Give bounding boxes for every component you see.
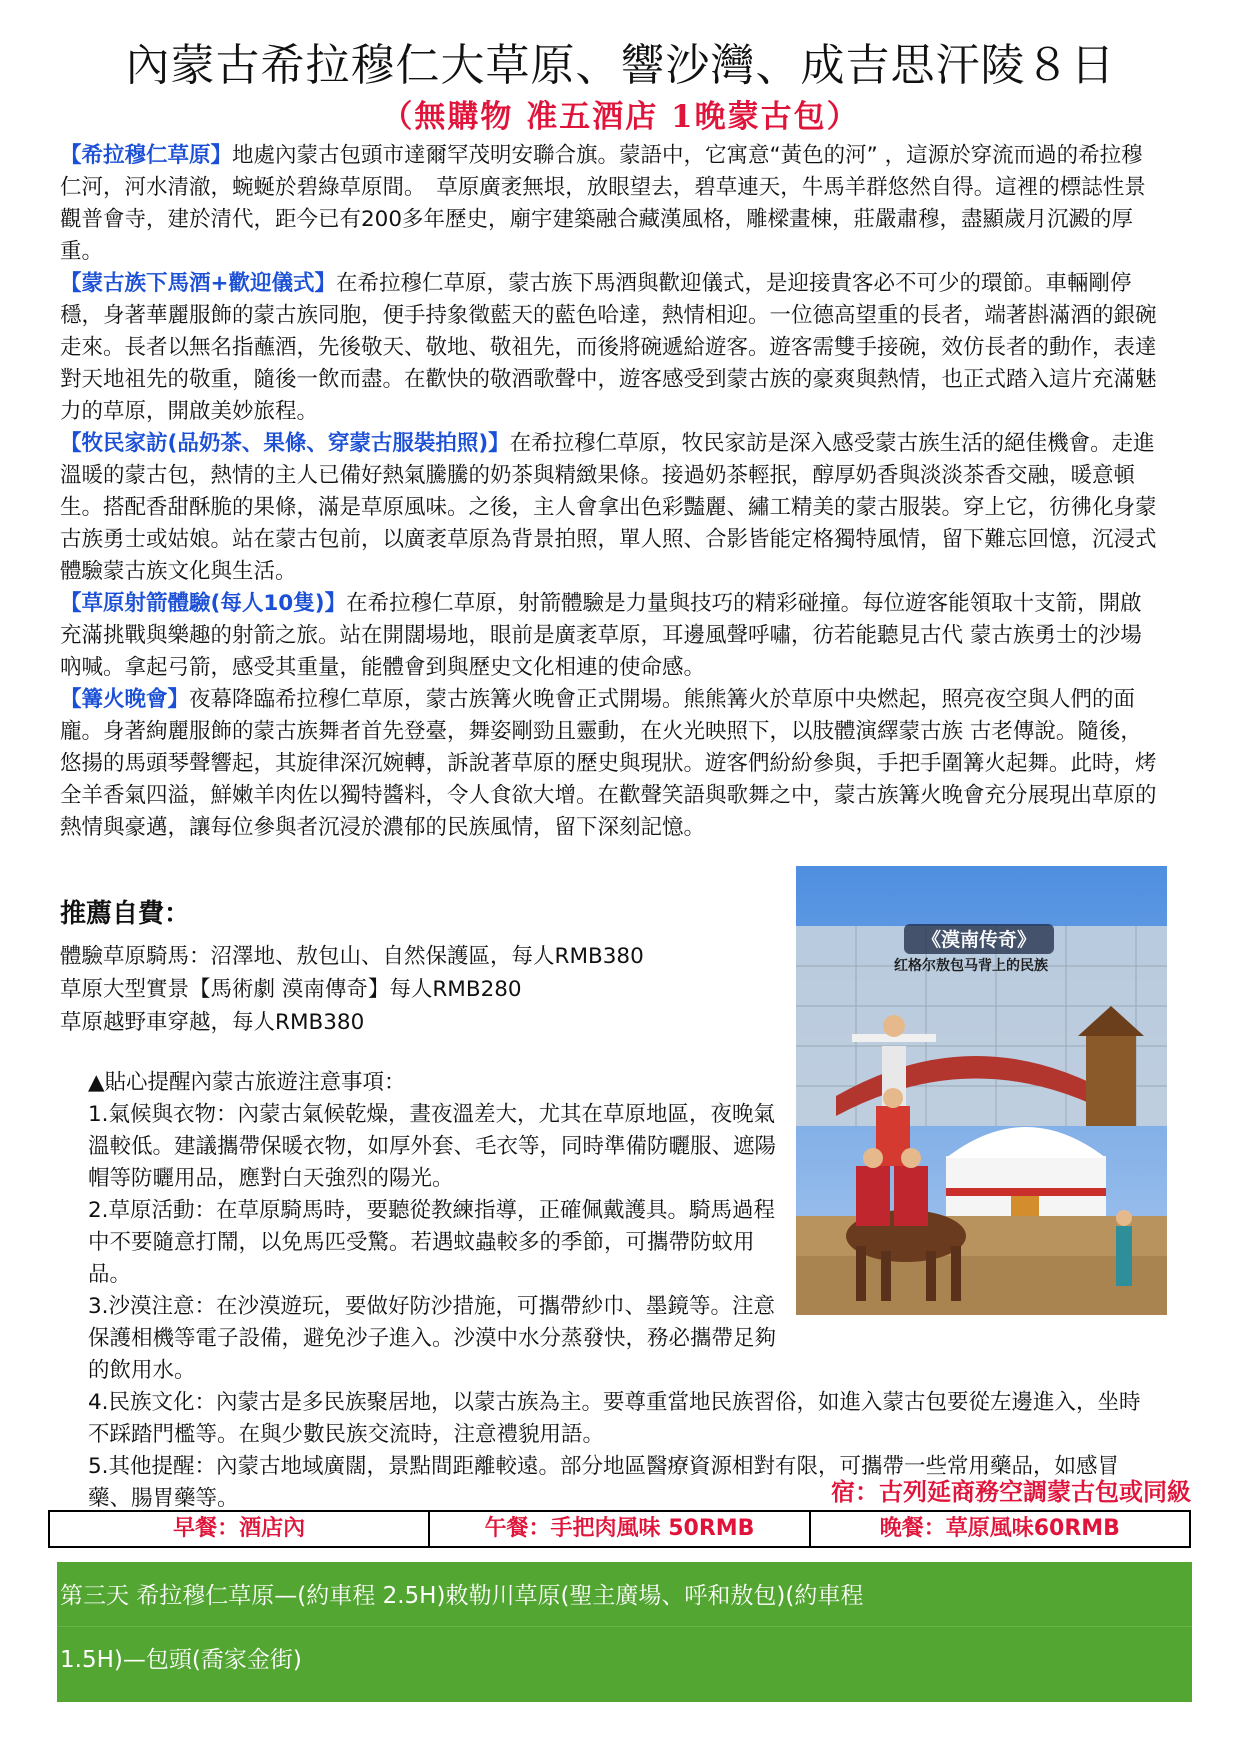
section-text: 地處內蒙古包頭市達爾罕茂明安聯合旗。蒙語中，它寓意“黃色的河” ，這源於穿流而過的希拉穆仁河，河水清澈，蜿蜒於碧綠草原間。 草原廣袤無垠，放眼望去，碧草連天，牛馬羊群悠然自得。這裡的標誌性景觀普會寺，建於清代，距今已有200多年歷史，廟宇建築融合藏漢風格，雕樑畫棟，莊嚴肅穆，盡顯歲月沉澱的厚重。 bbox=[60, 143, 1146, 264]
photo-caption-title: 《漠南传奇》 bbox=[921, 929, 1037, 951]
note-item: 1.氣候與衣物：內蒙古氣候乾燥，晝夜溫差大，尤其在草原地區，夜晚氣溫較低。建議攜帶保暖衣物，如厚外套、毛衣等，同時準備防曬服、遮陽帽等防曬用品，應對白天強烈的陽光。 bbox=[88, 1102, 777, 1191]
section-archery bbox=[60, 588, 1160, 684]
meals-table bbox=[48, 1510, 1191, 1548]
photo-caption-subtitle: 红格尔敖包马背上的民族 bbox=[894, 958, 1048, 974]
section-bonfire bbox=[60, 684, 1160, 844]
travel-notes bbox=[88, 1067, 1158, 1515]
next-day-banner bbox=[57, 1562, 1192, 1702]
section-text: 夜幕降臨希拉穆仁草原，蒙古族篝火晚會正式開場。熊熊篝火於草原中央燃起，照亮夜空與人們的面龐。身著絢麗服飾的蒙古族舞者首先登臺，舞姿剛勁且靈動，在火光映照下，以肢體演繹蒙古族 古老傳說。隨後，悠揚的馬頭琴聲響起，其旋律深沉婉轉，訴說著草原的歷史與現狀。遊客們紛紛參與，手把手圍篝火起舞。此時，烤全羊香氣四溢，鮮嫩羊肉佐以獨特醬料，令人食欲大增。在歡聲笑語與歌舞之中，蒙古族篝火晚會充分展現出草原的熱情與豪邁，讓每位參與者沉浸於濃郁的民族風情，留下深刻記憶。 bbox=[60, 687, 1157, 840]
banner-divider bbox=[57, 1626, 1192, 1627]
itinerary-sections bbox=[60, 140, 1160, 844]
recommend-item: 草原越野車穿越，每人RMB380 bbox=[60, 1010, 365, 1035]
page-title: 內蒙古希拉穆仁大草原、響沙灣、成吉思汗陵８日 bbox=[125, 40, 1116, 91]
note-item: 3.沙漠注意：在沙漠遊玩，要做好防沙措施，可攜帶紗巾、墨鏡等。注意保護相機等電子設備，避免沙子進入。沙漠中水分蒸發快，務必攜帶足夠的飲用水。 bbox=[88, 1294, 777, 1383]
next-day-line2: 1.5H)—包頭(喬家金街) bbox=[60, 1647, 302, 1673]
section-heading: 【草原射箭體驗(每人10隻)】 bbox=[60, 591, 347, 616]
section-text: 在希拉穆仁草原，射箭體驗是力量與技巧的精彩碰撞。每位遊客能領取十支箭，開啟充滿挑戰與樂趣的射箭之旅。站在開闊場地，眼前是廣袤草原，耳邊風聲呼嘯，彷若能聽見古代 蒙古族勇士的沙場吶喊。拿起弓箭，感受其重量，能體會到與歷史文化相連的使命感。 bbox=[60, 591, 1142, 680]
recommend-item: 體驗草原騎馬：沼澤地、敖包山、自然保護區，每人RMB380 bbox=[60, 944, 644, 969]
note-item: 5.其他提醒：內蒙古地域廣闊，景點間距離較遠。部分地區醫療資源相對有限，可攜帶一些常用藥品，如感冒藥、腸胃藥等。 bbox=[88, 1454, 1120, 1511]
section-herder-visit bbox=[60, 428, 1160, 588]
recommend-item: 草原大型實景【馬術劇 漠南傳奇】每人RMB280 bbox=[60, 977, 522, 1002]
meal-dinner: 晚餐：草原風味60RMB bbox=[879, 1516, 1120, 1541]
section-welcome-ceremony bbox=[60, 268, 1160, 428]
notes-heading: ▲貼心提醒內蒙古旅遊注意事項： bbox=[88, 1070, 406, 1095]
note-item: 4.民族文化：內蒙古是多民族聚居地，以蒙古族為主。要尊重當地民族習俗，如進入蒙古包要從左邊進入，坐時不踩踏門檻等。在與少數民族交流時，注意禮貌用語。 bbox=[88, 1390, 1141, 1447]
section-heading: 【蒙古族下馬酒+歡迎儀式】 bbox=[60, 271, 337, 296]
page-subtitle: （無購物 准五酒店 1晚蒙古包） bbox=[381, 99, 860, 135]
meal-breakfast: 早餐：酒店內 bbox=[50, 1512, 430, 1546]
recommend-list bbox=[60, 940, 644, 1039]
section-xilamuren bbox=[60, 140, 1160, 268]
section-text: 在希拉穆仁草原，牧民家訪是深入感受蒙古族生活的絕佳機會。走進溫暖的蒙古包，熱情的主人已備好熱氣騰騰的奶茶與精緻果條。接過奶茶輕抿，醇厚奶香與淡淡茶香交融，暖意頓生。搭配香甜酥脆的果條，滿是草原風味。之後，主人會拿出色彩豔麗、繡工精美的蒙古服裝。穿上它，彷彿化身蒙古族勇士或姑娘。站在蒙古包前，以廣袤草原為背景拍照，單人照、合影皆能定格獨特風情，留下難忘回憶，沉浸式體驗蒙古族文化與生活。 bbox=[60, 431, 1157, 584]
section-text: 在希拉穆仁草原，蒙古族下馬酒與歡迎儀式，是迎接貴客必不可少的環節。車輛剛停穩，身著華麗服飾的蒙古族同胞，便手持象徵藍天的藍色哈達，熱情相迎。一位德高望重的長者，端著斟滿酒的銀碗走來。長者以無名指蘸酒，先後敬天、敬地、敬祖先，而後將碗遞給遊客。遊客需雙手接碗，效仿長者的動作，表達對天地祖先的敬重，隨後一飲而盡。在歡快的敬酒歌聲中，遊客感受到蒙古族的豪爽與熱情，也正式踏入這片充滿魅力的草原，開啟美妙旅程。 bbox=[60, 271, 1157, 424]
section-heading: 【牧民家訪(品奶茶、果條、穿蒙古服裝拍照)】 bbox=[60, 431, 510, 456]
note-item: 2.草原活動：在草原騎馬時，要聽從教練指導，正確佩戴護具。騎馬過程中不要隨意打鬧，以免馬匹受驚。若遇蚊蟲較多的季節，可攜帶防蚊用品。 bbox=[88, 1198, 776, 1287]
accommodation-line: 宿：古列延商務空調蒙古包或同級 bbox=[831, 1478, 1191, 1506]
section-heading: 【篝火晚會】 bbox=[60, 687, 190, 712]
meal-lunch: 午餐：手把肉風味 50RMB bbox=[430, 1512, 810, 1546]
recommend-heading: 推薦自費： bbox=[60, 899, 191, 929]
section-heading: 【希拉穆仁草原】 bbox=[60, 143, 233, 168]
next-day-line1: 第三天 希拉穆仁草原—(約車程 2.5H)敕勒川草原(聖主廣場、呼和敖包)(約車程 bbox=[60, 1583, 864, 1609]
